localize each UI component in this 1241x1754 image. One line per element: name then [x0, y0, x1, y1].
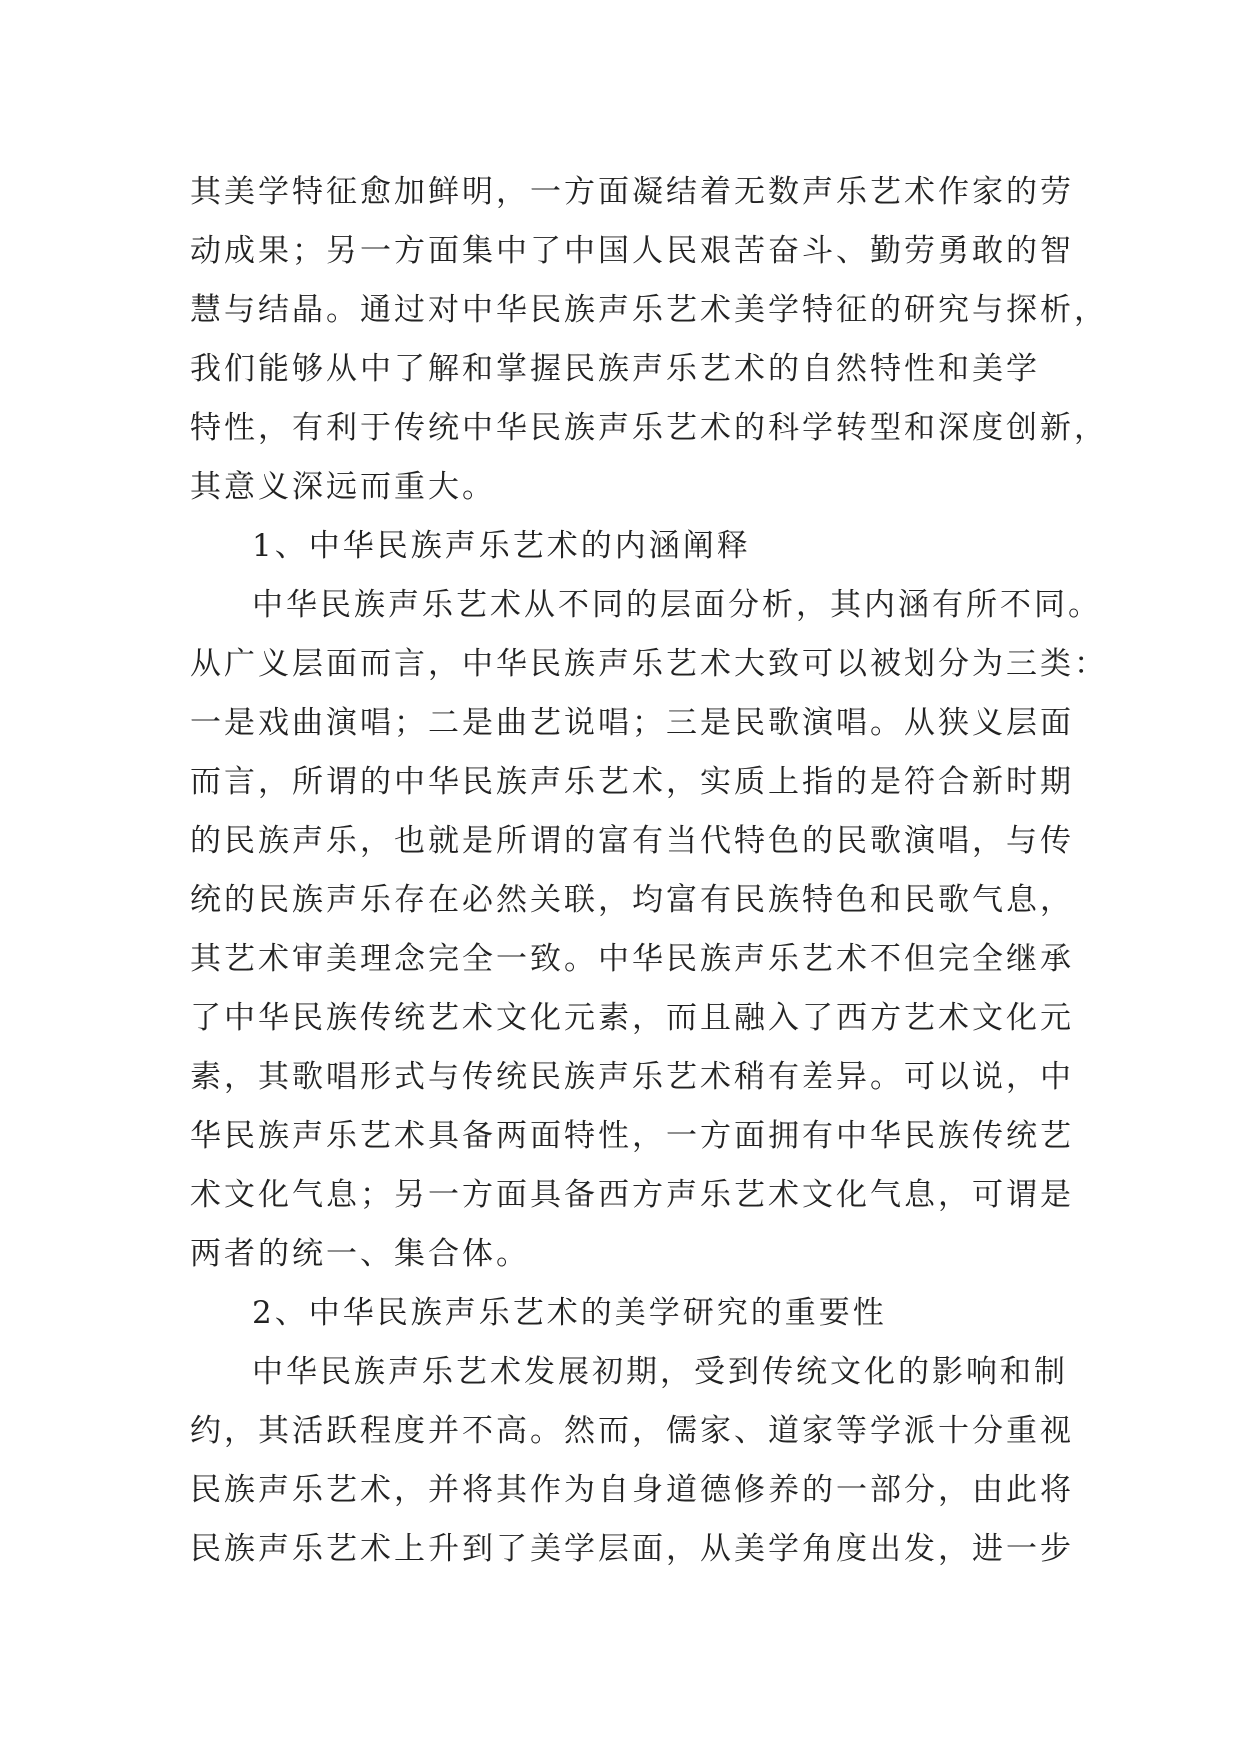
text-line: 民族声乐艺术，并将其作为自身道德修养的一部分，由此将 — [190, 1472, 1074, 1508]
text-line: 了中华民族传统艺术文化元素，而且融入了西方艺术文化元 — [190, 1000, 1074, 1036]
text-line: 民族声乐艺术上升到了美学层面，从美学角度出发，进一步 — [190, 1531, 1074, 1567]
paragraph-start-line: 2、中华民族声乐艺术的美学研究的重要性 — [252, 1295, 887, 1331]
paragraph-start-line: 1、中华民族声乐艺术的内涵阐释 — [252, 528, 751, 564]
text-line: 动成果；另一方面集中了中国人民艰苦奋斗、勤劳勇敢的智 — [190, 233, 1074, 269]
text-line: 素，其歌唱形式与传统民族声乐艺术稍有差异。可以说，中 — [190, 1059, 1074, 1095]
text-line: 慧与结晶。通过对中华民族声乐艺术美学特征的研究与探析， — [190, 292, 1108, 328]
text-line: 一是戏曲演唱；二是曲艺说唱；三是民歌演唱。从狭义层面 — [190, 705, 1074, 741]
text-line: 两者的统一、集合体。 — [190, 1236, 530, 1272]
body-text — [190, 163, 1108, 1579]
text-line: 我们能够从中了解和掌握民族声乐艺术的自然特性和美学 — [190, 351, 1040, 387]
text-line: 其美学特征愈加鲜明，一方面凝结着无数声乐艺术作家的劳 — [190, 174, 1074, 210]
paragraph-start-line: 中华民族声乐艺术发展初期，受到传统文化的影响和制 — [252, 1354, 1068, 1390]
text-line: 从广义层面而言，中华民族声乐艺术大致可以被划分为三类： — [190, 646, 1108, 682]
text-line: 的民族声乐，也就是所谓的富有当代特色的民歌演唱，与传 — [190, 823, 1074, 859]
text-line: 其艺术审美理念完全一致。中华民族声乐艺术不但完全继承 — [190, 941, 1074, 977]
text-line: 约，其活跃程度并不高。然而，儒家、道家等学派十分重视 — [190, 1413, 1074, 1449]
text-line: 术文化气息；另一方面具备西方声乐艺术文化气息，可谓是 — [190, 1177, 1074, 1213]
paragraph-start-line: 中华民族声乐艺术从不同的层面分析，其内涵有所不同。 — [252, 587, 1102, 623]
text-line: 而言，所谓的中华民族声乐艺术，实质上指的是符合新时期 — [190, 764, 1074, 800]
text-line: 特性，有利于传统中华民族声乐艺术的科学转型和深度创新， — [190, 410, 1108, 446]
text-line: 其意义深远而重大。 — [190, 469, 496, 505]
text-line: 统的民族声乐存在必然关联，均富有民族特色和民歌气息， — [190, 882, 1074, 918]
text-line: 华民族声乐艺术具备两面特性，一方面拥有中华民族传统艺 — [190, 1118, 1074, 1154]
